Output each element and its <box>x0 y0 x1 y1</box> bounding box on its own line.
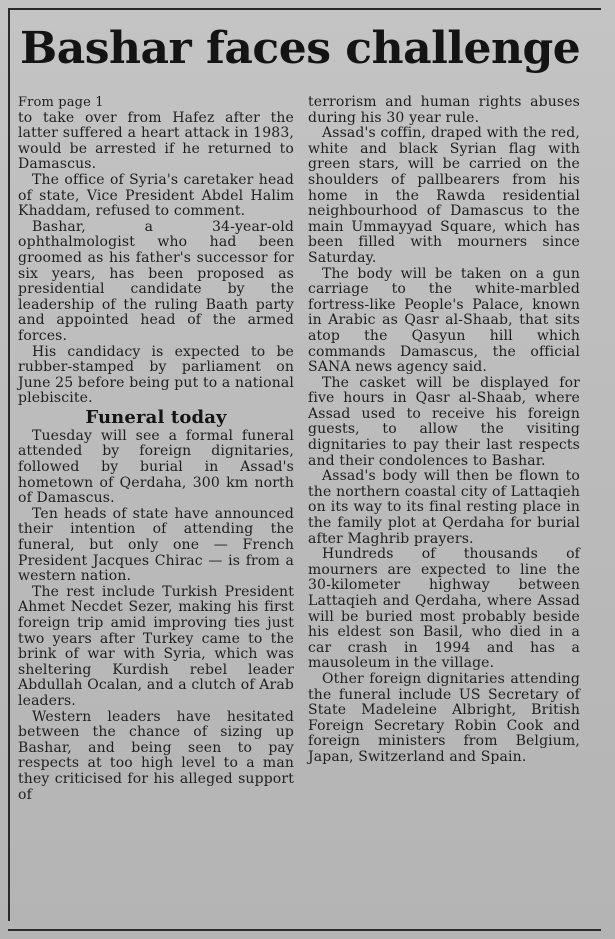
paragraph: The rest include Turkish President Ahmet Necdet Sezer, making his first foreign trip amid improving ties just two years after Turkey came to the brink of war with Syria, which was sheltering Kurdish rebel leader Abdullah Ocalan, and a clutch of Arab leaders. <box>18 583 294 709</box>
paragraph: The office of Syria's caretaker head of state, Vice President Abdel Halim Khaddam, refused to comment. <box>18 171 294 220</box>
paragraph: The casket will be displayed for five hours in Qasr al-Shaab, where Assad used to receive his foreign guests, to allow the visiting dignitaries to pay their last respects and their condolences to Bashar. <box>308 374 580 469</box>
paragraph: The body will be taken on a gun carriage to the white-marbled fortress-like People's Palace, known in Arabic as Qasr al-Shaab, that sits atop the Qasyun hill which commands Damascus, the official SANA news agency said. <box>308 265 580 376</box>
paragraph: Tuesday will see a formal funeral attended by foreign dignitaries, followed by burial in Assad's hometown of Qerdaha, 300 km north of Damascus. <box>18 427 294 507</box>
paragraph: Assad's coffin, draped with the red, white and black Syrian flag with green stars, will be carried on the shoulders of pallbearers from his home in the Rawda residential neighbourhood of Damascus to the main Ummayyad Square, which has been filled with mourners since Saturday. <box>308 125 580 266</box>
column-gutter <box>296 100 297 920</box>
paragraph: Bashar, a 34-year-old ophthalmologist who had been groomed as his father's successor for six years, has been proposed as presidential candidate by the leadership of the ruling Baath party and appointed head of the armed forces. <box>18 218 294 344</box>
paragraph: terrorism and human rights abuses during his 30 year rule. <box>308 94 580 126</box>
top-border-rule <box>8 8 601 10</box>
paragraph: to take over from Hafez after the latter suffered a heart attack in 1983, would be arrested if he returned to Damascus. <box>18 109 294 173</box>
left-column <box>18 95 294 803</box>
paragraph: Western leaders have hesitated between the chance of sizing up Bashar, and being seen to pay respects at too high level to a man they criticised for his alleged support of <box>18 708 294 803</box>
paragraph: Ten heads of state have announced their intention of attending the funeral, but only one — French President Jacques Chirac — is from a western nation. <box>18 505 294 585</box>
paragraph: Assad's body will then be flown to the northern coastal city of Lattaqieh on its way to its final resting place in the family plot at Qerdaha for burial after Maghrib prayers. <box>308 468 580 547</box>
subhead: Funeral today <box>85 406 227 428</box>
bottom-border-rule <box>8 929 601 931</box>
headline: Bashar faces challenge <box>20 23 581 74</box>
paragraph: Hundreds of thousands of mourners are expected to line the 30-kilometer highway between Lattaqieh and Qerdaha, where Assad will be buried most probably beside his eldest son Basil, who died in a car crash in 1994 and has a mausoleum in the village. <box>308 546 580 672</box>
jump-line: From page 1 <box>18 95 104 110</box>
left-border-rule <box>8 8 10 921</box>
paragraph: Other foreign dignitaries attending the funeral include US Secretary of State Madeleine Albright, British Foreign Secretary Robin Cook and foreign ministers from Belgium, Japan, Switzerland and Spain. <box>308 670 580 765</box>
paragraph: His candidacy is expected to be rubber-stamped by parliament on June 25 before being put to a national plebiscite. <box>18 343 294 407</box>
right-column <box>308 95 580 766</box>
